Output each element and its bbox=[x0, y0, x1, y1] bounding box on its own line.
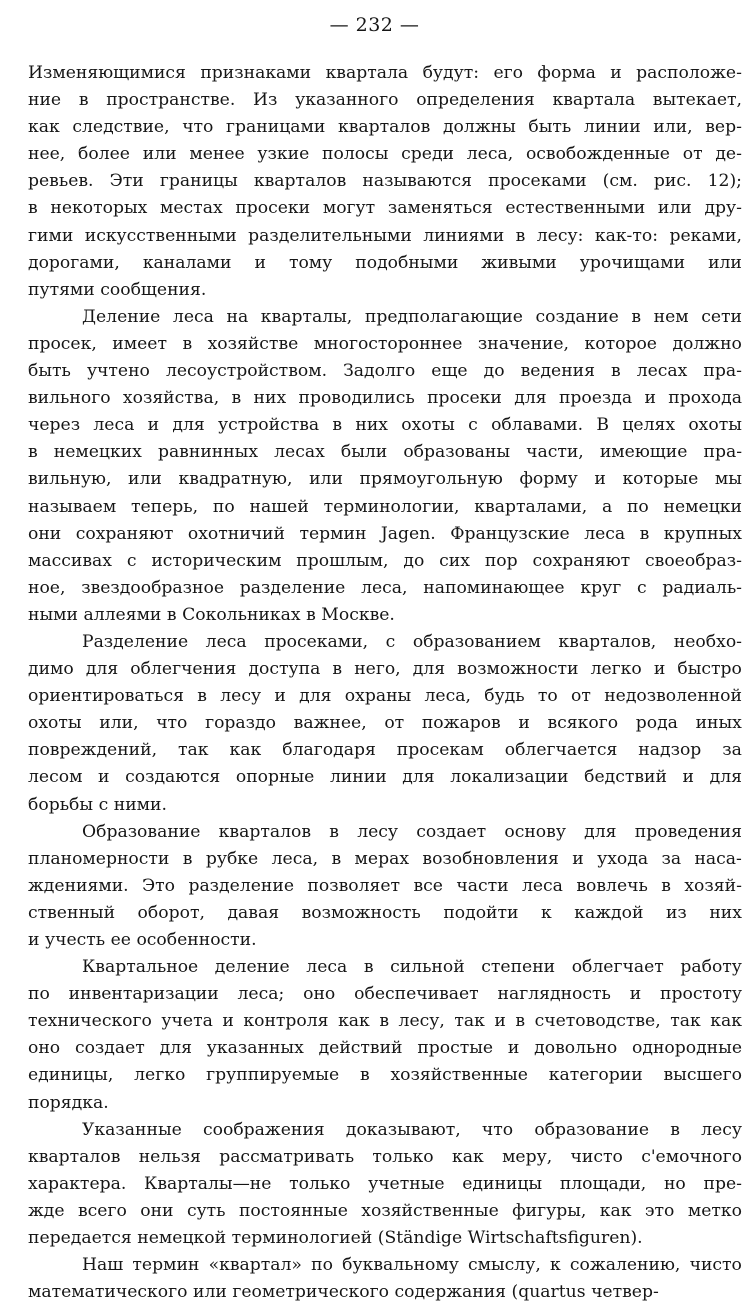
text-line: Образование кварталов в лесу создает основу для проведения bbox=[82, 821, 742, 842]
paragraph bbox=[28, 629, 742, 819]
text-line: передается немецкой терминологией (Ständige Wirtschaftsfiguren). bbox=[28, 1228, 643, 1249]
text-line: повреждений, так как благодаря просекам облегчается надзор за bbox=[28, 740, 742, 761]
page-number: — 232 — bbox=[329, 14, 420, 36]
text-line: Деление леса на кварталы, предполагающие создание в нем сети bbox=[82, 306, 742, 327]
text-line: путями сообщения. bbox=[28, 279, 207, 300]
text-line: ориентироваться в лесу и для охраны леса, будь то от недозволенной bbox=[28, 686, 742, 707]
paragraph bbox=[28, 819, 742, 954]
text-line: быть учтено лесоустройством. Задолго еще до ведения в лесах пра- bbox=[28, 361, 742, 382]
paragraph bbox=[28, 1117, 742, 1252]
paragraph bbox=[28, 1252, 742, 1306]
paragraph bbox=[28, 60, 742, 304]
text-line: они сохраняют охотничий термин Jagen. Французские леса в крупных bbox=[28, 523, 742, 544]
text-line: димо для облегчения доступа в него, для возможности легко и быстро bbox=[28, 659, 742, 680]
text-line: ными аллеями в Сокольниках в Москве. bbox=[28, 604, 395, 625]
text-line: в некоторых местах просеки могут заменяться естественными или дру- bbox=[28, 198, 742, 219]
text-line: вильную, или квадратную, или прямоугольную форму и которые мы bbox=[28, 469, 742, 490]
text-line: Указанные соображения доказывают, что образование в лесу bbox=[82, 1119, 742, 1140]
text-line: Изменяющимися признаками квартала будут: его форма и расположе- bbox=[28, 63, 742, 83]
text-line: дорогами, каналами и тому подобными живыми урочищами или bbox=[28, 252, 742, 273]
text-line: просек, имеет в хозяйстве многостороннее значение, которое должно bbox=[28, 333, 742, 354]
body-text bbox=[28, 60, 742, 1306]
text-line: лесом и создаются опорные линии для локализации бедствий и для bbox=[28, 767, 742, 788]
text-line: вильного хозяйства, в них проводились просеки для проезда и прохода bbox=[28, 388, 742, 409]
paragraph bbox=[28, 954, 742, 1117]
text-line: Наш термин «квартал» по буквальному смыслу, к сожалению, чисто bbox=[82, 1255, 742, 1276]
text-line: как следствие, что границами кварталов должны быть линии или, вер- bbox=[28, 117, 742, 138]
text-line: массивах с историческим прошлым, до сих пор сохраняют своеобраз- bbox=[28, 550, 742, 571]
text-line: через леса и для устройства в них охоты с облавами. В целях охоты bbox=[28, 415, 742, 436]
text-line: оно создает для указанных действий простые и довольно однородные bbox=[28, 1038, 742, 1059]
text-line: борьбы с ними. bbox=[28, 794, 167, 815]
text-line: технического учета и контроля как в лесу, так и в счетоводстве, так как bbox=[28, 1011, 742, 1032]
text-line: Квартальное деление леса в сильной степени облегчает работу bbox=[82, 957, 742, 978]
text-line: ние в пространстве. Из указанного определения квартала вытекает, bbox=[28, 90, 742, 111]
text-line: планомерности в рубке леса, в мерах возобновления и ухода за наса- bbox=[28, 848, 742, 869]
text-line: кварталов нельзя рассматривать только как меру, чисто с'емочного bbox=[28, 1146, 742, 1167]
text-line: ревьев. Эти границы кварталов называются просеками (см. рис. 12); bbox=[28, 171, 742, 192]
text-line: нее, более или менее узкие полосы среди леса, освобожденные от де- bbox=[28, 144, 742, 165]
text-line: единицы, легко группируемые в хозяйственные категории высшего bbox=[28, 1065, 742, 1086]
paragraph bbox=[28, 304, 742, 629]
text-line: жде всего они суть постоянные хозяйственные фигуры, как это метко bbox=[28, 1200, 742, 1221]
text-line: ное, звездообразное разделение леса, напоминающее круг с радиаль- bbox=[28, 577, 742, 598]
text-line: характера. Кварталы—не только учетные единицы площади, но пре- bbox=[28, 1173, 742, 1194]
text-line: охоты или, что гораздо важнее, от пожаров и всякого рода иных bbox=[28, 713, 742, 734]
text-line: по инвентаризации леса; оно обеспечивает наглядность и простоту bbox=[28, 984, 742, 1005]
text-line: ственный оборот, давая возможность подойти к каждой из них bbox=[28, 902, 742, 923]
text-line: в немецких равнинных лесах были образованы части, имеющие пра- bbox=[28, 442, 742, 463]
text-line: называем теперь, по нашей терминологии, кварталами, а по немецки bbox=[28, 496, 742, 517]
text-line: и учесть ее особенности. bbox=[28, 930, 257, 950]
text-line: гими искусственными разделительными линиями в лесу: как-то: реками, bbox=[28, 225, 742, 246]
text-line: порядка. bbox=[28, 1092, 109, 1113]
text-line: Разделение леса просеками, с образованием кварталов, необхо- bbox=[82, 631, 742, 652]
text-line: математического или геометрического содержания (quartus четвер- bbox=[28, 1282, 659, 1303]
text-line: ждениями. Это разделение позволяет все части леса вовлечь в хозяй- bbox=[28, 875, 742, 896]
